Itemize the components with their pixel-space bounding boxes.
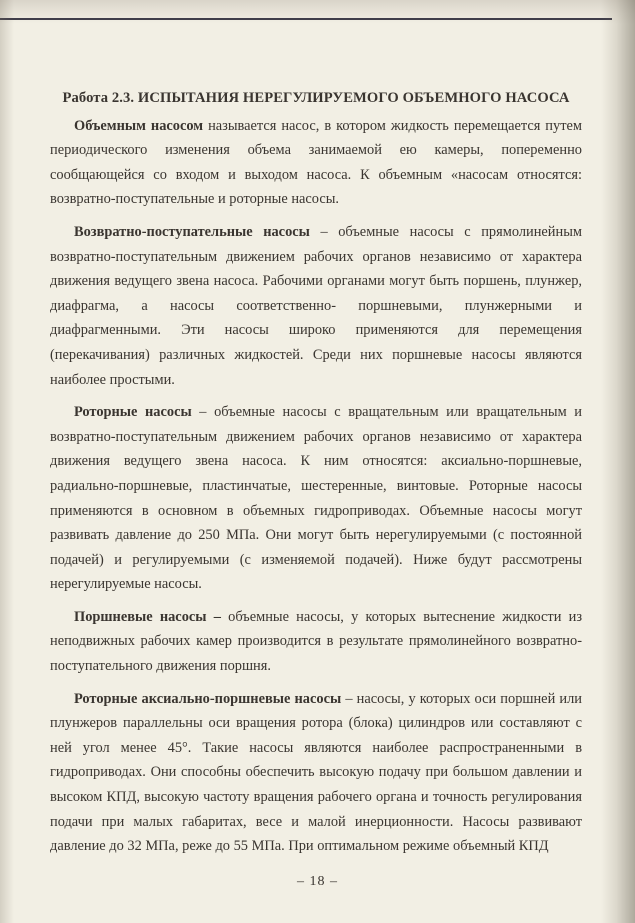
- scan-right-shadow: [601, 0, 635, 923]
- term: Возвратно-поступательные насосы: [74, 223, 310, 240]
- paragraph-text: – объемные насосы с прямолинейным возвратно-поступательным движением рабочих органов независимо от характера движения ведущего звена насоса. Рабочими органами могут быть поршень, плунжер, диафрагма, а насосы соответственно- поршневыми, плунжерными и диафрагменными. Эти насосы широко применяются для перемещения (перекачивания) различных жидкостей. Среди них поршневые насосы являются наиболее простыми.: [50, 223, 582, 388]
- term: Роторные насосы: [74, 404, 192, 421]
- page-number: – 18 –: [297, 874, 338, 889]
- paragraph: [50, 605, 582, 679]
- paragraph-text: – объемные насосы с вращательным или вращательным и возвратно-поступательным движением рабочих органов независимо от характера движения ведущего звена насоса. К ним относятся: аксиально-поршневые, радиально-поршневые, пластинчатые, шестеренные, винтовые. Роторные насосы применяются в основном в объемных гидроприводах. Объемные насосы могут развивать давление до 250 МПа. Они могут быть нерегулируемыми (с постоянной подачей) и регулируемыми (с изменяемой подачей). Ниже будут рассмотрены нерегулируемые насосы.: [50, 404, 582, 593]
- document-page: [50, 86, 582, 867]
- term: Роторные аксиально-поршневые насосы: [74, 690, 342, 707]
- paragraph: [50, 114, 582, 212]
- paragraph-text: называется насос, в котором жидкость перемещается путем периодического изменения объема занимаемой ею камеры, попеременно сообщающейся со входом и выходом насоса. К объемным «насосам относятся: возвратно-поступательные и роторные насосы.: [50, 117, 582, 208]
- page-top-edge: [0, 0, 635, 24]
- paragraph: [50, 220, 582, 392]
- term: Объемным насосом: [74, 117, 204, 134]
- term: Поршневые насосы –: [74, 608, 221, 625]
- paragraph-text: объемные насосы, у которых вытеснение жидкости из неподвижных рабочих камер производится в результате прямолинейного возвратно-поступательного движения поршня.: [50, 608, 583, 675]
- paragraph: [50, 687, 582, 859]
- scan-top-border: [0, 18, 612, 20]
- paragraph: [50, 400, 582, 597]
- paragraph-text: – насосы, у которых оси поршней или плунжеров параллельны оси вращения ротора (блока) цилиндров или составляют с ней угол менее 45°. Такие насосы являются наиболее распространенными в гидроприводах. Они способны обеспечить высокую подачу при большом давлении и высоком КПД, высокую частоту вращения рабочего органа и точность регулирования подачи при малых габаритах, весе и малой инерционности. Насосы развивают давление до 32 МПа, реже до 55 МПа. При оптимальном режиме объемный КПД: [50, 690, 582, 855]
- scan-left-shadow: [0, 0, 14, 923]
- document-title: Работа 2.3. ИСПЫТАНИЯ НЕРЕГУЛИРУЕМОГО ОБЪЕМНОГО НАСОСА: [62, 90, 570, 106]
